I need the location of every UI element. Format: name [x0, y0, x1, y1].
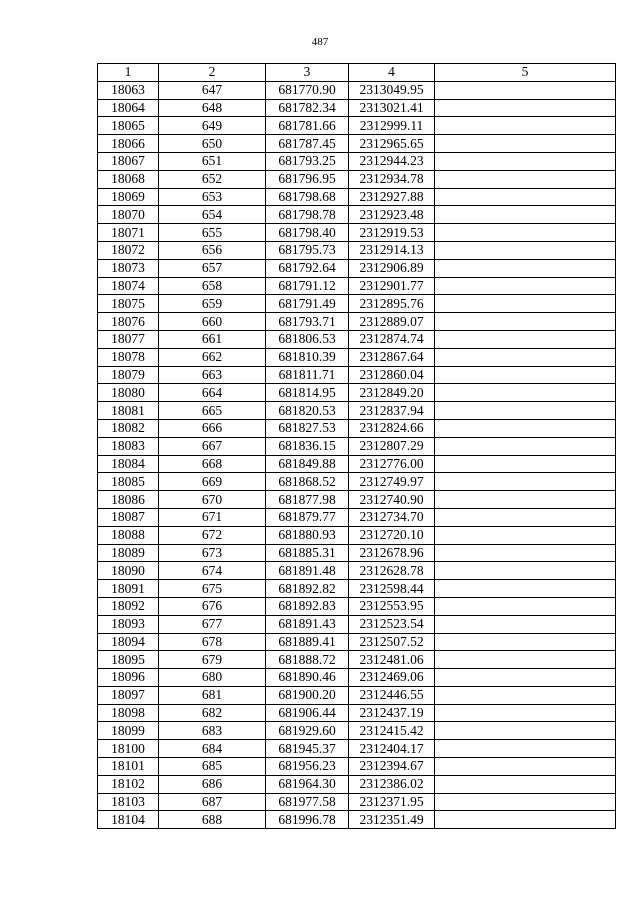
table-cell-col-1: 18082	[98, 419, 159, 437]
table-cell-col-2: 651	[159, 152, 266, 170]
table-cell-col-1: 18083	[98, 437, 159, 455]
table-cell-col-1: 18085	[98, 473, 159, 491]
table-cell-col-4: 2312598.44	[349, 580, 435, 598]
page-number: 487	[311, 36, 329, 48]
table-cell-col-3: 681798.40	[266, 224, 349, 242]
table-cell-col-3: 681782.34	[266, 99, 349, 117]
table-cell-col-5	[435, 259, 616, 277]
table-cell-col-2: 678	[159, 633, 266, 651]
table-cell-col-4: 2313021.41	[349, 99, 435, 117]
table-cell-col-3: 681900.20	[266, 686, 349, 704]
table-cell-col-1: 18073	[98, 259, 159, 277]
table-cell-col-3: 681798.68	[266, 188, 349, 206]
table-cell-col-3: 681770.90	[266, 81, 349, 99]
table-cell-col-4: 2312965.65	[349, 135, 435, 153]
table-cell-col-4: 2312867.64	[349, 348, 435, 366]
column-header-2: 2	[159, 64, 266, 82]
table-cell-col-1: 18103	[98, 793, 159, 811]
table-cell-col-2: 654	[159, 206, 266, 224]
table-row	[98, 633, 616, 651]
table-cell-col-5	[435, 99, 616, 117]
table-cell-col-3: 681792.64	[266, 259, 349, 277]
table-cell-col-3: 681956.23	[266, 758, 349, 776]
table-cell-col-3: 681964.30	[266, 775, 349, 793]
table-cell-col-4: 2312919.53	[349, 224, 435, 242]
table-cell-col-1: 18089	[98, 544, 159, 562]
table-cell-col-4: 2312874.74	[349, 330, 435, 348]
table-cell-col-3: 681795.73	[266, 241, 349, 259]
table-cell-col-3: 681868.52	[266, 473, 349, 491]
table-cell-col-4: 2312923.48	[349, 206, 435, 224]
table-cell-col-1: 18102	[98, 775, 159, 793]
table-cell-col-4: 2312628.78	[349, 562, 435, 580]
table-cell-col-1: 18078	[98, 348, 159, 366]
table-cell-col-5	[435, 491, 616, 509]
table-cell-col-5	[435, 775, 616, 793]
table-cell-col-1: 18090	[98, 562, 159, 580]
table-cell-col-3: 681814.95	[266, 384, 349, 402]
table-cell-col-1: 18065	[98, 117, 159, 135]
table-cell-col-4: 2312386.02	[349, 775, 435, 793]
column-header-4: 4	[349, 64, 435, 82]
table-cell-col-4: 2312944.23	[349, 152, 435, 170]
table-cell-col-3: 681906.44	[266, 704, 349, 722]
table-cell-col-4: 2312553.95	[349, 597, 435, 615]
table-cell-col-5	[435, 633, 616, 651]
table-cell-col-5	[435, 811, 616, 829]
column-header-3: 3	[266, 64, 349, 82]
table-row	[98, 348, 616, 366]
table-row	[98, 722, 616, 740]
table-cell-col-4: 2312807.29	[349, 437, 435, 455]
table-row	[98, 686, 616, 704]
table-cell-col-4: 2312934.78	[349, 170, 435, 188]
table-cell-col-3: 681880.93	[266, 526, 349, 544]
table-cell-col-3: 681810.39	[266, 348, 349, 366]
table-cell-col-5	[435, 669, 616, 687]
table-row	[98, 330, 616, 348]
table-cell-col-3: 681836.15	[266, 437, 349, 455]
table-cell-col-5	[435, 793, 616, 811]
table-cell-col-4: 2312469.06	[349, 669, 435, 687]
table-cell-col-3: 681806.53	[266, 330, 349, 348]
table-cell-col-3: 681798.78	[266, 206, 349, 224]
table-cell-col-3: 681996.78	[266, 811, 349, 829]
table-cell-col-1: 18098	[98, 704, 159, 722]
table-cell-col-4: 2312394.67	[349, 758, 435, 776]
table-cell-col-1: 18097	[98, 686, 159, 704]
table-cell-col-2: 674	[159, 562, 266, 580]
table-cell-col-3: 681849.88	[266, 455, 349, 473]
table-row	[98, 259, 616, 277]
table-cell-col-3: 681977.58	[266, 793, 349, 811]
table-cell-col-3: 681787.45	[266, 135, 349, 153]
table-row	[98, 81, 616, 99]
table-cell-col-2: 658	[159, 277, 266, 295]
table-row	[98, 811, 616, 829]
table-cell-col-1: 18100	[98, 740, 159, 758]
table-cell-col-2: 659	[159, 295, 266, 313]
table-cell-col-4: 2312824.66	[349, 419, 435, 437]
table-cell-col-1: 18095	[98, 651, 159, 669]
table-cell-col-2: 673	[159, 544, 266, 562]
table-cell-col-4: 2312927.88	[349, 188, 435, 206]
table-cell-col-1: 18066	[98, 135, 159, 153]
table-body	[98, 81, 616, 828]
table-cell-col-3: 681889.41	[266, 633, 349, 651]
table-cell-col-5	[435, 615, 616, 633]
table-cell-col-4: 2313049.95	[349, 81, 435, 99]
table-row	[98, 651, 616, 669]
table-cell-col-2: 676	[159, 597, 266, 615]
table-cell-col-1: 18091	[98, 580, 159, 598]
coordinates-table	[97, 63, 616, 829]
table-cell-col-4: 2312749.97	[349, 473, 435, 491]
table-row	[98, 758, 616, 776]
table-cell-col-1: 18068	[98, 170, 159, 188]
table-row	[98, 419, 616, 437]
table-row	[98, 224, 616, 242]
table-cell-col-2: 663	[159, 366, 266, 384]
table-row	[98, 508, 616, 526]
table-cell-col-2: 655	[159, 224, 266, 242]
table-cell-col-5	[435, 437, 616, 455]
table-cell-col-5	[435, 313, 616, 331]
table-cell-col-3: 681791.12	[266, 277, 349, 295]
table-cell-col-1: 18096	[98, 669, 159, 687]
table-cell-col-3: 681929.60	[266, 722, 349, 740]
table-cell-col-4: 2312914.13	[349, 241, 435, 259]
table-cell-col-2: 686	[159, 775, 266, 793]
table-cell-col-1: 18079	[98, 366, 159, 384]
table-cell-col-4: 2312678.96	[349, 544, 435, 562]
table-cell-col-5	[435, 384, 616, 402]
table-cell-col-3: 681890.46	[266, 669, 349, 687]
table-cell-col-2: 682	[159, 704, 266, 722]
table-cell-col-5	[435, 152, 616, 170]
table-cell-col-4: 2312481.06	[349, 651, 435, 669]
table-row	[98, 170, 616, 188]
table-row	[98, 206, 616, 224]
table-cell-col-1: 18080	[98, 384, 159, 402]
table-cell-col-5	[435, 455, 616, 473]
table-cell-col-4: 2312734.70	[349, 508, 435, 526]
table-row	[98, 313, 616, 331]
table-cell-col-4: 2312906.89	[349, 259, 435, 277]
table-cell-col-1: 18069	[98, 188, 159, 206]
table-row	[98, 669, 616, 687]
table-row	[98, 99, 616, 117]
table-cell-col-2: 656	[159, 241, 266, 259]
table-row	[98, 597, 616, 615]
table-cell-col-5	[435, 580, 616, 598]
table-cell-col-4: 2312351.49	[349, 811, 435, 829]
table-row	[98, 473, 616, 491]
table-cell-col-1: 18099	[98, 722, 159, 740]
table-cell-col-4: 2312889.07	[349, 313, 435, 331]
table-row	[98, 615, 616, 633]
table-cell-col-3: 681892.83	[266, 597, 349, 615]
table-cell-col-3: 681796.95	[266, 170, 349, 188]
table-cell-col-2: 650	[159, 135, 266, 153]
table-cell-col-4: 2312860.04	[349, 366, 435, 384]
table-cell-col-2: 664	[159, 384, 266, 402]
table-cell-col-2: 685	[159, 758, 266, 776]
table-cell-col-2: 660	[159, 313, 266, 331]
table-cell-col-5	[435, 135, 616, 153]
table-cell-col-1: 18070	[98, 206, 159, 224]
table-cell-col-5	[435, 473, 616, 491]
table-cell-col-4: 2312740.90	[349, 491, 435, 509]
table-cell-col-1: 18094	[98, 633, 159, 651]
table-row	[98, 544, 616, 562]
table-cell-col-2: 677	[159, 615, 266, 633]
table-cell-col-5	[435, 740, 616, 758]
table-cell-col-1: 18086	[98, 491, 159, 509]
table-cell-col-5	[435, 241, 616, 259]
table-cell-col-4: 2312404.17	[349, 740, 435, 758]
table-row	[98, 188, 616, 206]
table-cell-col-2: 666	[159, 419, 266, 437]
table-cell-col-4: 2312523.54	[349, 615, 435, 633]
table-cell-col-1: 18077	[98, 330, 159, 348]
table-cell-col-1: 18088	[98, 526, 159, 544]
table-cell-col-3: 681793.25	[266, 152, 349, 170]
table-cell-col-5	[435, 686, 616, 704]
table-row	[98, 241, 616, 259]
table-cell-col-1: 18084	[98, 455, 159, 473]
table-cell-col-2: 681	[159, 686, 266, 704]
table-cell-col-2: 652	[159, 170, 266, 188]
table-cell-col-3: 681888.72	[266, 651, 349, 669]
table-cell-col-3: 681891.43	[266, 615, 349, 633]
table-row	[98, 562, 616, 580]
table-cell-col-5	[435, 508, 616, 526]
table-cell-col-2: 667	[159, 437, 266, 455]
table-cell-col-4: 2312507.52	[349, 633, 435, 651]
table-cell-col-5	[435, 348, 616, 366]
table-cell-col-2: 661	[159, 330, 266, 348]
table-cell-col-3: 681811.71	[266, 366, 349, 384]
table-cell-col-2: 662	[159, 348, 266, 366]
table-cell-col-3: 681879.77	[266, 508, 349, 526]
table-row	[98, 793, 616, 811]
table-row	[98, 437, 616, 455]
table-cell-col-3: 681891.48	[266, 562, 349, 580]
table-cell-col-2: 653	[159, 188, 266, 206]
table-cell-col-2: 668	[159, 455, 266, 473]
table-cell-col-2: 670	[159, 491, 266, 509]
table-cell-col-5	[435, 224, 616, 242]
table-cell-col-5	[435, 188, 616, 206]
table-cell-col-1: 18063	[98, 81, 159, 99]
table-cell-col-2: 684	[159, 740, 266, 758]
table-row	[98, 152, 616, 170]
table-cell-col-4: 2312895.76	[349, 295, 435, 313]
table-cell-col-1: 18101	[98, 758, 159, 776]
table-cell-col-5	[435, 117, 616, 135]
table-cell-col-3: 681820.53	[266, 402, 349, 420]
table-cell-col-3: 681827.53	[266, 419, 349, 437]
table-cell-col-1: 18087	[98, 508, 159, 526]
table-cell-col-5	[435, 170, 616, 188]
table-cell-col-2: 672	[159, 526, 266, 544]
table-cell-col-3: 681781.66	[266, 117, 349, 135]
table-cell-col-2: 683	[159, 722, 266, 740]
table-cell-col-5	[435, 651, 616, 669]
table-cell-col-2: 679	[159, 651, 266, 669]
table-cell-col-1: 18075	[98, 295, 159, 313]
table-cell-col-5	[435, 81, 616, 99]
table-cell-col-2: 665	[159, 402, 266, 420]
table-cell-col-5	[435, 562, 616, 580]
table-cell-col-2: 647	[159, 81, 266, 99]
table-cell-col-3: 681945.37	[266, 740, 349, 758]
table-cell-col-3: 681791.49	[266, 295, 349, 313]
table-cell-col-2: 680	[159, 669, 266, 687]
table-cell-col-2: 649	[159, 117, 266, 135]
table-cell-col-5	[435, 206, 616, 224]
table-cell-col-1: 18092	[98, 597, 159, 615]
table-cell-col-2: 688	[159, 811, 266, 829]
table-cell-col-2: 669	[159, 473, 266, 491]
table-cell-col-1: 18064	[98, 99, 159, 117]
table-cell-col-1: 18076	[98, 313, 159, 331]
table-cell-col-2: 648	[159, 99, 266, 117]
table-cell-col-5	[435, 526, 616, 544]
table-header-row	[98, 64, 616, 82]
table-cell-col-4: 2312437.19	[349, 704, 435, 722]
table-row	[98, 366, 616, 384]
table-cell-col-2: 671	[159, 508, 266, 526]
table-cell-col-5	[435, 704, 616, 722]
table-cell-col-5	[435, 330, 616, 348]
table-cell-col-1: 18104	[98, 811, 159, 829]
table-row	[98, 402, 616, 420]
table-cell-col-5	[435, 722, 616, 740]
table-cell-col-5	[435, 758, 616, 776]
table-cell-col-4: 2312415.42	[349, 722, 435, 740]
table-cell-col-1: 18072	[98, 241, 159, 259]
table-row	[98, 135, 616, 153]
column-header-5: 5	[435, 64, 616, 82]
table-cell-col-4: 2312371.95	[349, 793, 435, 811]
table-cell-col-3: 681892.82	[266, 580, 349, 598]
table-cell-col-1: 18067	[98, 152, 159, 170]
table-cell-col-3: 681877.98	[266, 491, 349, 509]
table-cell-col-5	[435, 419, 616, 437]
table-cell-col-1: 18074	[98, 277, 159, 295]
table-cell-col-5	[435, 277, 616, 295]
table-cell-col-4: 2312837.94	[349, 402, 435, 420]
table-row	[98, 277, 616, 295]
table-cell-col-2: 675	[159, 580, 266, 598]
table-cell-col-4: 2312446.55	[349, 686, 435, 704]
table-cell-col-2: 657	[159, 259, 266, 277]
table-row	[98, 580, 616, 598]
table-cell-col-5	[435, 366, 616, 384]
table-cell-col-3: 681885.31	[266, 544, 349, 562]
table-cell-col-5	[435, 402, 616, 420]
table-row	[98, 740, 616, 758]
table-row	[98, 526, 616, 544]
table-row	[98, 491, 616, 509]
table-row	[98, 295, 616, 313]
table-cell-col-1: 18081	[98, 402, 159, 420]
table-row	[98, 117, 616, 135]
table-row	[98, 455, 616, 473]
table-cell-col-2: 687	[159, 793, 266, 811]
table-cell-col-5	[435, 544, 616, 562]
table-cell-col-5	[435, 295, 616, 313]
table-row	[98, 704, 616, 722]
table-cell-col-3: 681793.71	[266, 313, 349, 331]
table-cell-col-4: 2312720.10	[349, 526, 435, 544]
table-row	[98, 775, 616, 793]
table-cell-col-1: 18093	[98, 615, 159, 633]
table-cell-col-4: 2312901.77	[349, 277, 435, 295]
table-row	[98, 384, 616, 402]
column-header-1: 1	[98, 64, 159, 82]
table-cell-col-5	[435, 597, 616, 615]
table-cell-col-4: 2312776.00	[349, 455, 435, 473]
table-cell-col-4: 2312999.11	[349, 117, 435, 135]
table-cell-col-1: 18071	[98, 224, 159, 242]
table-cell-col-4: 2312849.20	[349, 384, 435, 402]
